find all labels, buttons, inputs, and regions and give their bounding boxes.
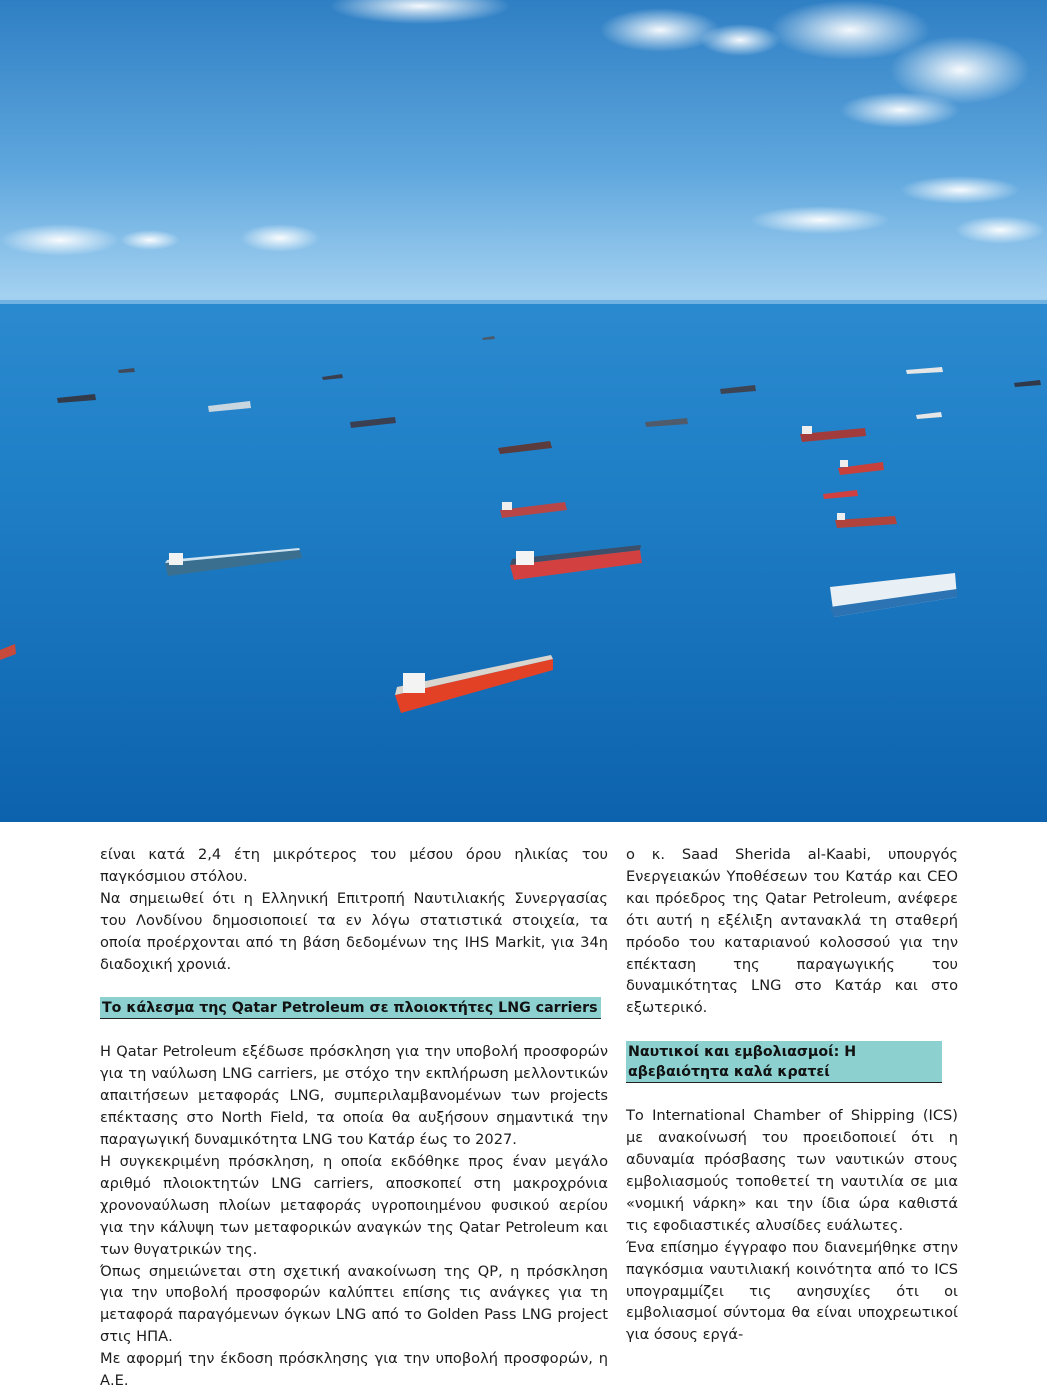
section-subheading-qatar: Το κάλεσμα της Qatar Petroleum σε πλοιοκτήτες LNG carriers — [100, 997, 601, 1019]
paragraph: Ένα επίσημο έγγραφο που διανεμήθηκε στην παγκόσμια ναυτιλιακή κοινότητα από το ICS υπογραμμίζει τις ανησυχίες ότι οι εμβολιασμοί σύντομα θα είναι υποχρεωτικοί για όσους εργά- — [626, 1238, 958, 1344]
paragraph: Η συγκεκριμένη πρόσκληση, η οποία εκδόθηκε προς έναν μεγάλο αριθμό πλοιοκτητών LNG carriers, αποσκοπεί στη μακροχρόνια χρονοναύλωση πλοίων μεταφοράς υγροποιημένου φυσικού αερίου για την κάλυψη των μεταφορικών αναγκών της Qatar Petroleum και των θυγατρικών της. — [100, 1152, 608, 1258]
paragraph: Το International Chamber of Shipping (ICS) με ανακοίνωσή του προειδοποιεί ότι η αδυναμία πρόσβασης των ναυτικών στους εμβολιασμούς τοποθετεί τη ναυτιλία σε μια «νομική νάρκη» και την ίδια ώρα καθιστά τις εφοδιαστικές αλυσίδες ευάλωτες. — [626, 1107, 958, 1234]
paragraph: Να σημειωθεί ότι η Ελληνική Επιτροπή Ναυτιλιακής Συνεργασίας του Λονδίνου δημοσιοποιεί τα εν λόγω στατιστικά στοιχεία, τα οποία προέρχονται από τη βάση δεδομένων της IHS Markit, για 34η διαδοχική χρονιά. — [100, 889, 608, 973]
paragraph: Η Qatar Petroleum εξέδωσε πρόσκληση για την υποβολή προσφορών για τη ναύλωση LNG carriers, με στόχο την εκπλήρωση μελλοντικών απαιτήσεων μεταφοράς LNG, συμπεριλαμβανομένων των projects επέκτασης στο North Field, τα οποία θα αυξήσουν σημαντικά την παραγωγική δυναμικότητα LNG του Κατάρ έως το 2027. — [100, 1043, 608, 1149]
paragraph: είναι κατά 2,4 έτη μικρότερος του μέσου όρου ηλικίας του παγκόσμιου στόλου. — [100, 846, 608, 885]
article-left-column — [100, 844, 608, 1392]
paragraph: Με αφορμή την έκδοση πρόσκλησης για την υποβολή προσφορών, η Α.Ε. — [100, 1350, 608, 1390]
article-right-column — [626, 844, 958, 1346]
section-subheading-seafarers: Ναυτικοί και εμβολιασμοί: Η αβεβαιότητα καλά κρατεί — [626, 1041, 942, 1083]
paragraph: ο κ. Saad Sherida al-Kaabi, υπουργός Ενεργειακών Υποθέσεων του Κατάρ και CEO και πρόεδρος της Qatar Petroleum, ανέφερε ότι αυτή η εξέλιξη αντανακλά τη σταθερή πρόοδο του καταριανού κολοσσού για την επέκταση της παραγωγικής του δυναμικότητας LNG στο Κατάρ και στο εξωτερικό. — [626, 846, 958, 1017]
paragraph: Όπως σημειώνεται στη σχετική ανακοίνωση της QP, η πρόσκληση για την υποβολή προσφορών καλύπτει επίσης τις ανάγκες για τη μεταφορά παραγόμενων όγκων LNG από το Golden Pass LNG project στις ΗΠΑ. — [100, 1262, 608, 1346]
